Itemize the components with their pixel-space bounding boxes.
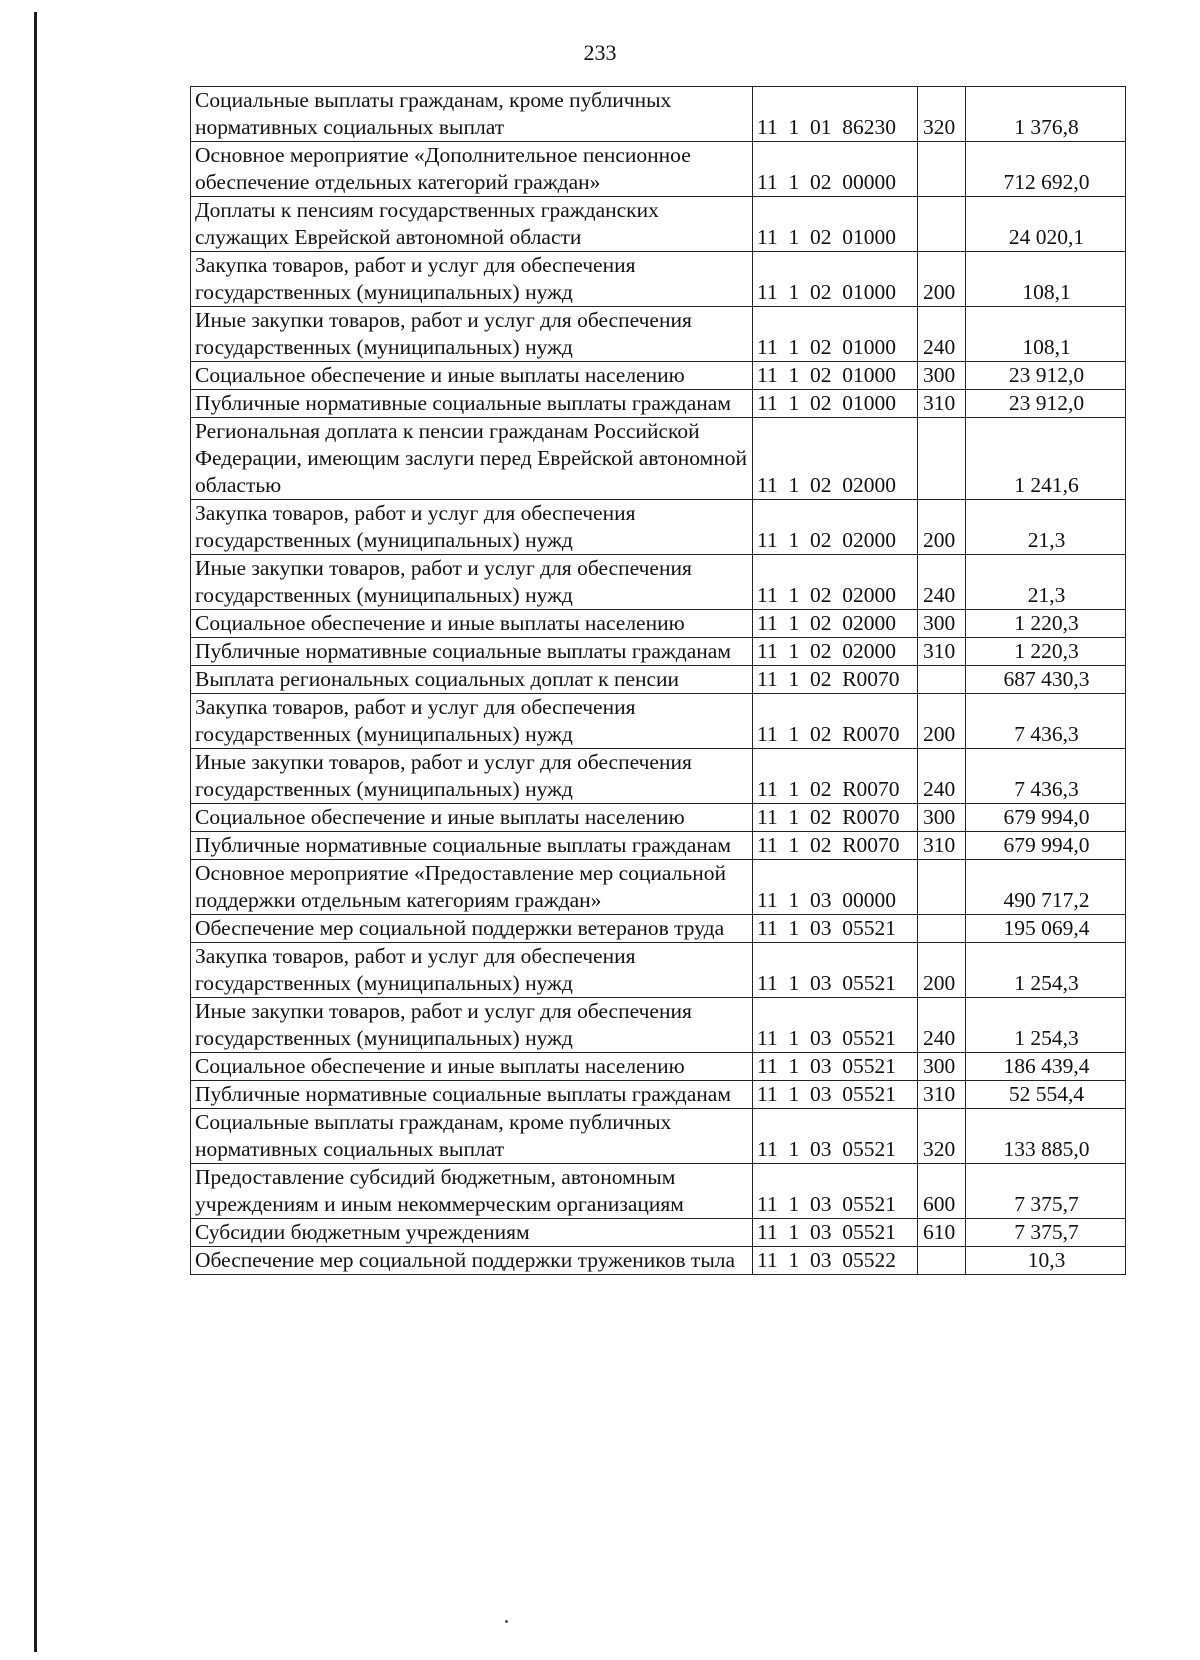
row-type-cell: 300	[918, 1053, 966, 1081]
row-code-cell: 11 1 02 R0070	[753, 694, 918, 749]
table-row	[191, 638, 1126, 666]
row-sum-cell: 7 436,3	[966, 694, 1126, 749]
table-row	[191, 832, 1126, 860]
row-name-cell: Региональная доплата к пенсии гражданам Российской Федерации, имеющим заслуги перед Еврейской автономной областью	[191, 418, 753, 500]
row-name-cell: Публичные нормативные социальные выплаты гражданам	[191, 832, 753, 860]
row-name-cell: Публичные нормативные социальные выплаты гражданам	[191, 390, 753, 418]
row-sum-cell: 108,1	[966, 307, 1126, 362]
row-type-cell: 320	[918, 87, 966, 142]
row-sum-cell: 24 020,1	[966, 197, 1126, 252]
row-type-cell: 300	[918, 610, 966, 638]
row-sum-cell: 1 254,3	[966, 943, 1126, 998]
row-code-cell: 11 1 02 R0070	[753, 749, 918, 804]
row-type-cell	[918, 418, 966, 500]
table-row	[191, 390, 1126, 418]
row-type-cell: 310	[918, 832, 966, 860]
table-row	[191, 142, 1126, 197]
row-type-cell: 200	[918, 943, 966, 998]
row-sum-cell: 1 241,6	[966, 418, 1126, 500]
row-sum-cell: 195 069,4	[966, 915, 1126, 943]
row-name-cell: Предоставление субсидий бюджетным, автономным учреждениям и иным некоммерческим организациям	[191, 1164, 753, 1219]
row-name-cell: Публичные нормативные социальные выплаты гражданам	[191, 638, 753, 666]
row-name-cell: Иные закупки товаров, работ и услуг для обеспечения государственных (муниципальных) нужд	[191, 307, 753, 362]
row-code-cell: 11 1 03 05521	[753, 915, 918, 943]
row-code-cell: 11 1 02 02000	[753, 610, 918, 638]
row-name-cell: Публичные нормативные социальные выплаты гражданам	[191, 1081, 753, 1109]
row-name-cell: Обеспечение мер социальной поддержки тружеников тыла	[191, 1247, 753, 1275]
row-sum-cell: 10,3	[966, 1247, 1126, 1275]
scan-speck	[505, 1620, 508, 1623]
row-type-cell	[918, 860, 966, 915]
row-sum-cell: 23 912,0	[966, 390, 1126, 418]
table-row	[191, 915, 1126, 943]
row-type-cell: 240	[918, 998, 966, 1053]
table-row	[191, 943, 1126, 998]
row-sum-cell: 1 220,3	[966, 610, 1126, 638]
row-type-cell	[918, 1247, 966, 1275]
row-name-cell: Социальное обеспечение и иные выплаты населению	[191, 804, 753, 832]
row-name-cell: Закупка товаров, работ и услуг для обеспечения государственных (муниципальных) нужд	[191, 943, 753, 998]
row-name-cell: Социальные выплаты гражданам, кроме публичных нормативных социальных выплат	[191, 1109, 753, 1164]
row-type-cell: 600	[918, 1164, 966, 1219]
table-row	[191, 749, 1126, 804]
row-name-cell: Иные закупки товаров, работ и услуг для обеспечения государственных (муниципальных) нужд	[191, 555, 753, 610]
row-code-cell: 11 1 02 02000	[753, 500, 918, 555]
row-code-cell: 11 1 03 05521	[753, 1164, 918, 1219]
row-type-cell: 240	[918, 307, 966, 362]
row-name-cell: Обеспечение мер социальной поддержки ветеранов труда	[191, 915, 753, 943]
row-code-cell: 11 1 03 05521	[753, 998, 918, 1053]
row-type-cell	[918, 197, 966, 252]
row-code-cell: 11 1 02 R0070	[753, 666, 918, 694]
budget-table	[190, 86, 1126, 1275]
row-code-cell: 11 1 03 05521	[753, 943, 918, 998]
row-type-cell: 310	[918, 390, 966, 418]
row-name-cell: Иные закупки товаров, работ и услуг для обеспечения государственных (муниципальных) нужд	[191, 749, 753, 804]
row-name-cell: Закупка товаров, работ и услуг для обеспечения государственных (муниципальных) нужд	[191, 252, 753, 307]
row-code-cell: 11 1 02 01000	[753, 362, 918, 390]
row-sum-cell: 679 994,0	[966, 832, 1126, 860]
table-row	[191, 610, 1126, 638]
row-type-cell	[918, 666, 966, 694]
row-sum-cell: 7 375,7	[966, 1219, 1126, 1247]
row-code-cell: 11 1 02 R0070	[753, 804, 918, 832]
table-row	[191, 1164, 1126, 1219]
row-name-cell: Субсидии бюджетным учреждениям	[191, 1219, 753, 1247]
row-sum-cell: 133 885,0	[966, 1109, 1126, 1164]
table-row	[191, 1247, 1126, 1275]
table-row	[191, 87, 1126, 142]
row-name-cell: Социальное обеспечение и иные выплаты населению	[191, 1053, 753, 1081]
row-code-cell: 11 1 02 00000	[753, 142, 918, 197]
row-code-cell: 11 1 02 01000	[753, 390, 918, 418]
row-sum-cell: 23 912,0	[966, 362, 1126, 390]
row-type-cell: 240	[918, 555, 966, 610]
row-sum-cell: 1 376,8	[966, 87, 1126, 142]
table-row	[191, 197, 1126, 252]
row-type-cell: 300	[918, 804, 966, 832]
row-code-cell: 11 1 03 05521	[753, 1053, 918, 1081]
budget-table-body	[191, 87, 1126, 1275]
row-name-cell: Доплаты к пенсиям государственных гражданских служащих Еврейской автономной области	[191, 197, 753, 252]
row-sum-cell: 7 375,7	[966, 1164, 1126, 1219]
row-code-cell: 11 1 02 02000	[753, 638, 918, 666]
row-code-cell: 11 1 02 01000	[753, 307, 918, 362]
binding-margin-line	[34, 12, 37, 1652]
row-sum-cell: 52 554,4	[966, 1081, 1126, 1109]
row-sum-cell: 490 717,2	[966, 860, 1126, 915]
row-name-cell: Иные закупки товаров, работ и услуг для обеспечения государственных (муниципальных) нужд	[191, 998, 753, 1053]
row-name-cell: Социальные выплаты гражданам, кроме публичных нормативных социальных выплат	[191, 87, 753, 142]
row-code-cell: 11 1 02 02000	[753, 418, 918, 500]
row-name-cell: Выплата региональных социальных доплат к пенсии	[191, 666, 753, 694]
table-row	[191, 252, 1126, 307]
row-name-cell: Закупка товаров, работ и услуг для обеспечения государственных (муниципальных) нужд	[191, 500, 753, 555]
row-type-cell: 200	[918, 252, 966, 307]
row-sum-cell: 1 220,3	[966, 638, 1126, 666]
table-row	[191, 1109, 1126, 1164]
table-row	[191, 860, 1126, 915]
table-row	[191, 666, 1126, 694]
row-type-cell: 200	[918, 694, 966, 749]
row-sum-cell: 7 436,3	[966, 749, 1126, 804]
row-code-cell: 11 1 02 R0070	[753, 832, 918, 860]
row-sum-cell: 687 430,3	[966, 666, 1126, 694]
row-name-cell: Социальное обеспечение и иные выплаты населению	[191, 362, 753, 390]
row-code-cell: 11 1 02 01000	[753, 197, 918, 252]
table-row	[191, 555, 1126, 610]
row-type-cell: 610	[918, 1219, 966, 1247]
table-row	[191, 1081, 1126, 1109]
row-code-cell: 11 1 02 01000	[753, 252, 918, 307]
row-code-cell: 11 1 03 05521	[753, 1109, 918, 1164]
row-type-cell: 310	[918, 638, 966, 666]
row-sum-cell: 679 994,0	[966, 804, 1126, 832]
row-type-cell: 200	[918, 500, 966, 555]
table-row	[191, 307, 1126, 362]
row-name-cell: Основное мероприятие «Предоставление мер социальной поддержки отдельным категориям граждан»	[191, 860, 753, 915]
row-code-cell: 11 1 02 02000	[753, 555, 918, 610]
table-row	[191, 1053, 1126, 1081]
row-name-cell: Социальное обеспечение и иные выплаты населению	[191, 610, 753, 638]
row-code-cell: 11 1 03 05521	[753, 1081, 918, 1109]
row-code-cell: 11 1 03 00000	[753, 860, 918, 915]
table-row	[191, 362, 1126, 390]
table-row	[191, 500, 1126, 555]
row-sum-cell: 186 439,4	[966, 1053, 1126, 1081]
row-sum-cell: 21,3	[966, 555, 1126, 610]
row-type-cell: 310	[918, 1081, 966, 1109]
table-row	[191, 998, 1126, 1053]
table-row	[191, 1219, 1126, 1247]
table-row	[191, 804, 1126, 832]
row-type-cell: 300	[918, 362, 966, 390]
row-type-cell	[918, 915, 966, 943]
row-code-cell: 11 1 03 05521	[753, 1219, 918, 1247]
row-sum-cell: 712 692,0	[966, 142, 1126, 197]
row-code-cell: 11 1 03 05522	[753, 1247, 918, 1275]
row-type-cell: 320	[918, 1109, 966, 1164]
row-sum-cell: 21,3	[966, 500, 1126, 555]
row-code-cell: 11 1 01 86230	[753, 87, 918, 142]
row-name-cell: Основное мероприятие «Дополнительное пенсионное обеспечение отдельных категорий граждан»	[191, 142, 753, 197]
table-row	[191, 418, 1126, 500]
row-sum-cell: 1 254,3	[966, 998, 1126, 1053]
table-row	[191, 694, 1126, 749]
page-number: 233	[583, 40, 617, 65]
row-type-cell: 240	[918, 749, 966, 804]
row-name-cell: Закупка товаров, работ и услуг для обеспечения государственных (муниципальных) нужд	[191, 694, 753, 749]
row-type-cell	[918, 142, 966, 197]
row-sum-cell: 108,1	[966, 252, 1126, 307]
